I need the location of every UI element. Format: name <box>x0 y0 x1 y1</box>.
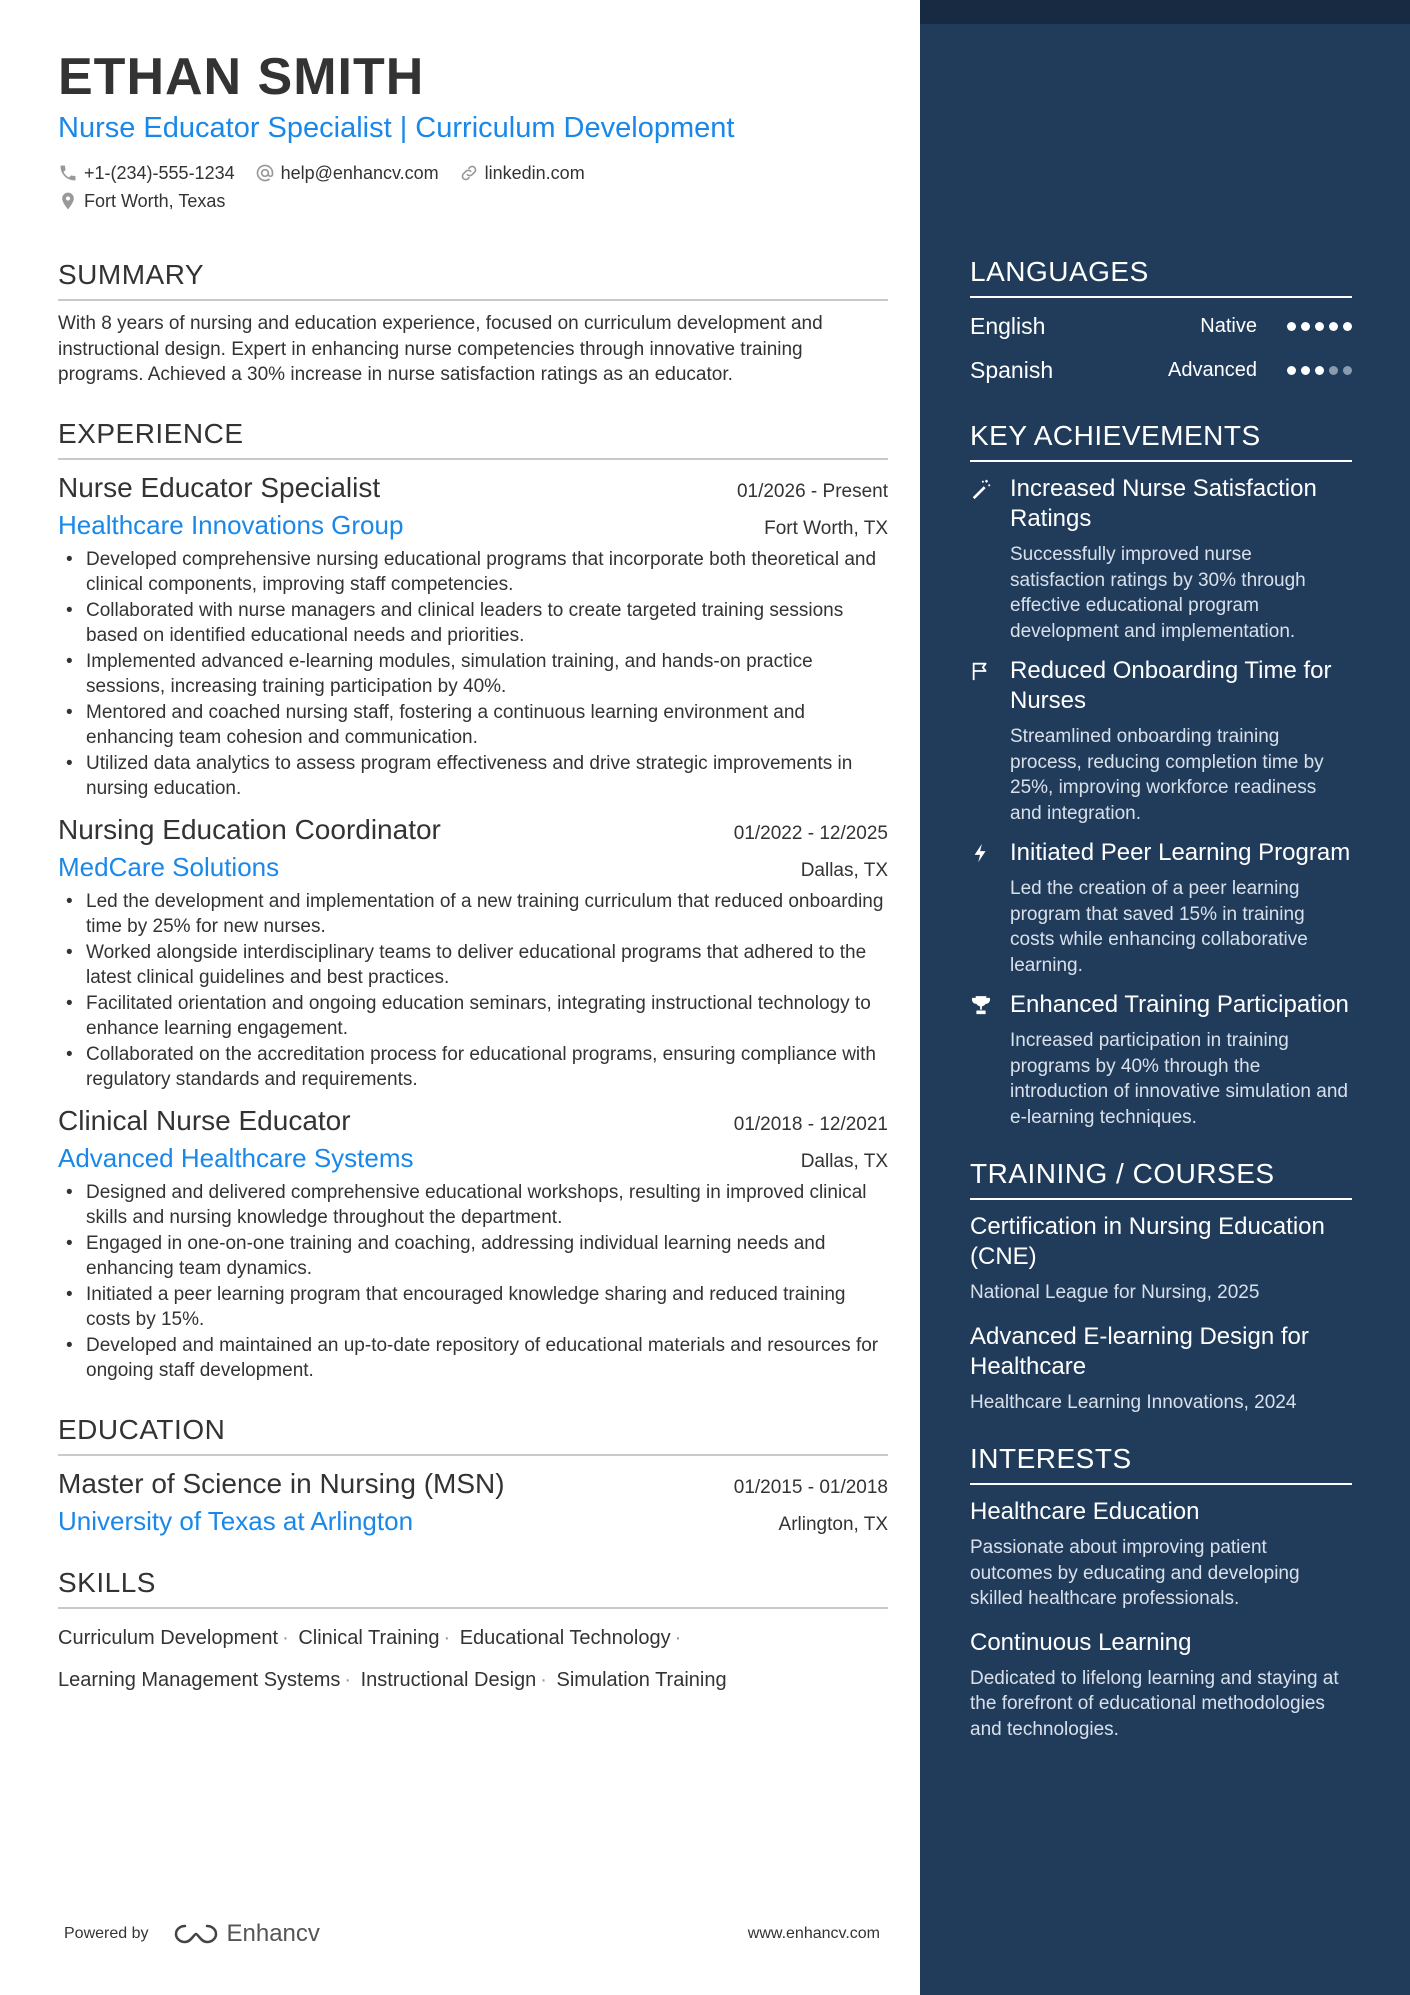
skill-item: Curriculum Development <box>58 1626 279 1649</box>
job-bullet: • Collaborated with nurse managers and clinical leaders to create targeted training sessions based on identified educational needs and priorities. <box>58 598 888 649</box>
language-item <box>970 348 1352 392</box>
interest-title: Continuous Learning <box>970 1628 1192 1656</box>
skill-item: Learning Management Systems <box>58 1668 341 1691</box>
languages-section <box>970 256 1352 392</box>
job-bullet: • Designed and delivered comprehensive educational workshops, resulting in improved clinical skills and nursing knowledge throughout the department. <box>58 1180 888 1231</box>
course-item <box>970 1212 1352 1306</box>
interest-title: Healthcare Education <box>970 1498 1200 1525</box>
language-name: Spanish <box>970 356 1054 383</box>
job-location: Dallas, TX <box>800 1150 888 1172</box>
job-location: Dallas, TX <box>800 859 888 881</box>
job-bullet: • Mentored and coached nursing staff, fostering a continuous learning environment and enhancing team cohesion and communication. <box>58 700 888 751</box>
phone-text: +1-(234)-555-1234 <box>84 162 235 183</box>
interests-title: INTERESTS <box>970 1443 1352 1485</box>
lightning-icon <box>970 842 992 864</box>
skill-item: Instructional Design <box>360 1668 537 1691</box>
language-rating <box>1287 322 1352 331</box>
summary-text: With 8 years of nursing and education experience, focused on curriculum development and instructional design. Expert in enhancing nurse competencies through innovative training programs. Achieved a 30% increase in nurse satisfaction ratings as an educator. <box>58 313 823 385</box>
rating-dot <box>1287 322 1296 331</box>
achievement-title: Increased Nurse Satisfaction Ratings <box>1010 475 1317 532</box>
course-title: Advanced E-learning Design for Healthcare <box>970 1322 1309 1380</box>
course-item <box>970 1322 1352 1416</box>
trophy-icon <box>970 994 992 1016</box>
language-item <box>970 304 1352 348</box>
degree: Master of Science in Nursing (MSN) <box>58 1467 505 1499</box>
job-bullets <box>58 889 888 1093</box>
course-title: Certification in Nursing Education (CNE) <box>970 1213 1325 1270</box>
rating-dot <box>1315 322 1324 331</box>
job-company: Advanced Healthcare Systems <box>58 1142 414 1173</box>
interest-desc: Dedicated to lifelong learning and staying at the forefront of educational methodologies and technologies. <box>970 1667 1339 1740</box>
achievement-desc: Streamlined onboarding training process, reducing completion time by 25%, improving workforce readiness and integration. <box>1010 726 1324 824</box>
rating-dot <box>1329 366 1338 375</box>
sidebar-top-bar <box>920 0 1410 24</box>
job-company: MedCare Solutions <box>58 851 280 882</box>
skill-item: Educational Technology <box>459 1626 671 1649</box>
skills-title: SKILLS <box>58 1567 888 1609</box>
job-entry <box>58 472 888 802</box>
enhancv-logo-icon <box>173 1922 219 1946</box>
email-contact[interactable] <box>255 163 439 184</box>
enhancv-logo[interactable] <box>173 1920 320 1948</box>
achievement-item <box>970 656 1352 826</box>
interest-item <box>970 1497 1352 1612</box>
phone-icon <box>58 163 78 183</box>
achievements-section <box>970 420 1352 1130</box>
linkedin-text: linkedin.com <box>484 162 585 183</box>
job-location: Fort Worth, TX <box>764 517 888 539</box>
language-level: Native <box>1200 314 1257 337</box>
location-contact <box>58 191 225 212</box>
job-bullet: • Developed comprehensive nursing educational programs that incorporate both theoretical and clinical components, improving staff competencies. <box>58 547 888 598</box>
powered-by-label: Powered by <box>64 1925 149 1942</box>
language-rating <box>1287 366 1352 375</box>
job-bullet: • Facilitated orientation and ongoing education seminars, integrating instructional technology to enhance learning engagement. <box>58 991 888 1042</box>
education-section <box>58 1414 888 1537</box>
rating-dot <box>1343 366 1352 375</box>
candidate-name: ETHAN SMITH <box>58 48 425 106</box>
skills-list: Curriculum Development · Clinical Training · Educational Technology · Learning Management Systems · Instructional Design · Simulation Training <box>58 1626 727 1691</box>
skill-item: Clinical Training <box>298 1626 440 1649</box>
achievement-item <box>970 838 1352 978</box>
location-pin-icon <box>58 191 78 211</box>
training-title: TRAINING / COURSES <box>970 1158 1352 1200</box>
contact-info <box>58 159 888 215</box>
job-bullet: • Engaged in one-on-one training and coaching, addressing individual learning needs and enhancing team dynamics. <box>58 1231 888 1282</box>
sidebar <box>920 0 1410 1995</box>
rating-dot <box>1315 366 1324 375</box>
job-bullet: • Utilized data analytics to assess program effectiveness and drive strategic improvements in nursing education. <box>58 751 888 802</box>
rating-dot <box>1329 322 1338 331</box>
job-date: 01/2022 - 12/2025 <box>733 822 888 844</box>
course-provider: Healthcare Learning Innovations, 2024 <box>970 1391 1297 1413</box>
achievement-desc: Led the creation of a peer learning program that saved 15% in training costs while enhancing collaborative learning. <box>1010 878 1308 976</box>
job-title: Nurse Educator Specialist <box>58 471 381 503</box>
skills-section <box>58 1567 888 1701</box>
experience-section <box>58 418 888 1384</box>
achievement-desc: Successfully improved nurse satisfaction ratings by 30% through effective educational program development and implementation. <box>1010 544 1306 642</box>
interests-section <box>970 1443 1352 1742</box>
achievement-item <box>970 474 1352 644</box>
achievements-title: KEY ACHIEVEMENTS <box>970 420 1352 462</box>
course-provider: National League for Nursing, 2025 <box>970 1282 1260 1303</box>
achievement-title: Reduced Onboarding Time for Nurses <box>1010 657 1332 714</box>
footer-url[interactable]: www.enhancv.com <box>747 1925 880 1942</box>
magic-wand-icon <box>970 478 992 500</box>
footer <box>64 1920 880 1948</box>
rating-dot <box>1287 366 1296 375</box>
skill-item: Simulation Training <box>556 1668 727 1691</box>
rating-dot <box>1343 322 1352 331</box>
job-date: 01/2018 - 12/2021 <box>733 1113 888 1135</box>
school: University of Texas at Arlington <box>58 1505 414 1536</box>
summary-title: SUMMARY <box>58 259 888 301</box>
job-bullet: • Led the development and implementation of a new training curriculum that reduced onboarding time by 25% for new nurses. <box>58 889 888 940</box>
languages-title: LANGUAGES <box>970 256 1352 298</box>
job-title: Nursing Education Coordinator <box>58 813 441 845</box>
language-level: Advanced <box>1168 358 1257 381</box>
job-bullet: • Initiated a peer learning program that encouraged knowledge sharing and reduced training costs by 15%. <box>58 1282 888 1333</box>
achievement-desc: Increased participation in training programs by 40% through the introduction of innovative simulation and e-learning techniques. <box>1010 1030 1348 1128</box>
education-location: Arlington, TX <box>778 1513 888 1535</box>
summary-section <box>58 259 888 388</box>
email-text: help@enhancv.com <box>280 162 439 183</box>
linkedin-contact[interactable] <box>459 163 585 184</box>
job-title: Clinical Nurse Educator <box>58 1104 351 1136</box>
job-bullet: • Worked alongside interdisciplinary teams to deliver educational programs that adhered to the latest clinical guidelines and best practices. <box>58 940 888 991</box>
achievement-title: Enhanced Training Participation <box>1010 991 1349 1018</box>
education-date: 01/2015 - 01/2018 <box>733 1476 888 1498</box>
rating-dot <box>1301 366 1310 375</box>
headline: Nurse Educator Specialist | Curriculum Development <box>58 112 735 144</box>
job-bullets <box>58 1180 888 1384</box>
location-text: Fort Worth, Texas <box>84 190 226 211</box>
job-bullets <box>58 547 888 802</box>
experience-title: EXPERIENCE <box>58 418 888 460</box>
language-name: English <box>970 312 1046 339</box>
job-entry <box>58 814 888 1093</box>
training-section <box>970 1158 1352 1415</box>
achievement-title: Initiated Peer Learning Program <box>1010 839 1351 866</box>
interest-desc: Passionate about improving patient outcomes by educating and developing skilled healthcare professionals. <box>970 1537 1300 1609</box>
job-date: 01/2026 - Present <box>736 480 888 502</box>
flag-icon <box>970 660 992 682</box>
brand-name: Enhancv <box>226 1920 320 1947</box>
job-bullet: • Implemented advanced e-learning modules, simulation training, and hands-on practice sessions, increasing training participation by 40%. <box>58 649 888 700</box>
phone-contact[interactable] <box>58 163 235 184</box>
at-icon <box>255 163 275 183</box>
interest-item <box>970 1628 1352 1743</box>
job-bullet: • Developed and maintained an up-to-date repository of educational materials and resources for ongoing staff development. <box>58 1333 888 1384</box>
education-title: EDUCATION <box>58 1414 888 1456</box>
job-bullet: • Collaborated on the accreditation process for educational programs, ensuring compliance with regulatory standards and requirements. <box>58 1042 888 1093</box>
job-company: Healthcare Innovations Group <box>58 509 404 540</box>
job-entry <box>58 1105 888 1384</box>
link-icon <box>459 163 479 183</box>
education-entry <box>58 1468 888 1537</box>
achievement-item <box>970 990 1352 1130</box>
rating-dot <box>1301 322 1310 331</box>
